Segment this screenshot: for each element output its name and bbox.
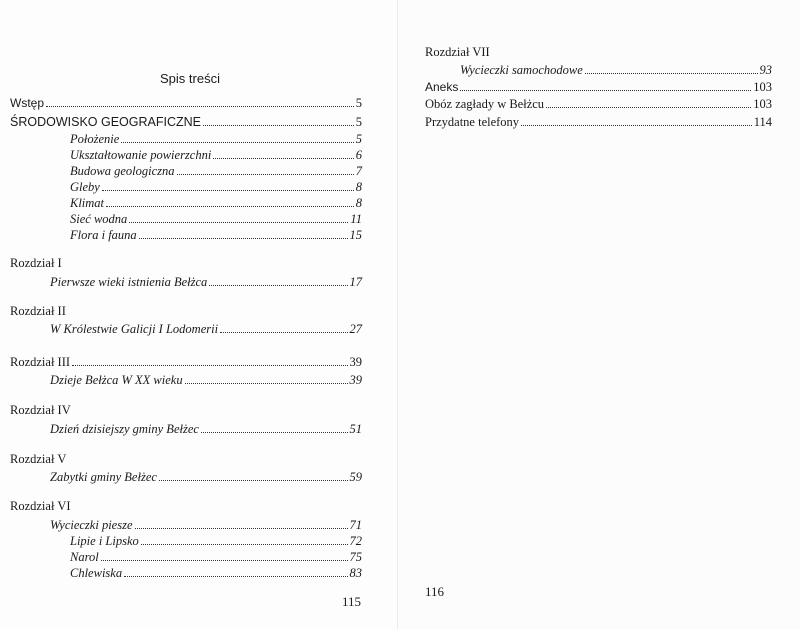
toc-entry-chapter-2[interactable] bbox=[50, 322, 362, 337]
toc-entry-label: Lipie i Lipsko bbox=[70, 534, 139, 548]
toc-entry-label: W Królestwie Galicji I Lodomerii bbox=[50, 322, 219, 336]
toc-entry-page: 6 bbox=[355, 148, 362, 162]
dot-leader bbox=[46, 106, 354, 107]
toc-entry-page: 8 bbox=[355, 196, 362, 210]
chapter-heading: Rozdział III bbox=[10, 355, 71, 369]
dot-leader bbox=[201, 432, 348, 433]
toc-entry-label: Klimat bbox=[70, 196, 105, 210]
dot-leader bbox=[213, 158, 353, 159]
dot-leader bbox=[141, 544, 348, 545]
dot-leader bbox=[203, 125, 354, 126]
toc-subentry[interactable] bbox=[70, 550, 362, 565]
toc-entry-label: Aneks bbox=[425, 80, 459, 94]
toc-subentry[interactable] bbox=[70, 180, 362, 195]
dot-leader bbox=[159, 480, 348, 481]
toc-entry-page: 5 bbox=[355, 115, 362, 129]
toc-entry-label: Narol bbox=[70, 550, 99, 564]
toc-entry-chapter-6[interactable] bbox=[50, 518, 362, 533]
toc-entry-label: Zabytki gminy Bełżec bbox=[50, 470, 157, 484]
toc-title: Spis treści bbox=[160, 71, 220, 86]
toc-entry-page: 59 bbox=[349, 470, 362, 484]
toc-entry-label: Pierwsze wieki istnienia Bełżca bbox=[50, 275, 208, 289]
toc-entry-page: 51 bbox=[349, 422, 362, 436]
dot-leader bbox=[209, 285, 347, 286]
toc-entry-page: 27 bbox=[349, 322, 362, 336]
toc-subentry[interactable] bbox=[70, 534, 362, 549]
toc-entry-chapter-7[interactable] bbox=[460, 63, 772, 78]
toc-entry-page: 83 bbox=[349, 566, 362, 580]
toc-entry-chapter-3[interactable] bbox=[50, 373, 362, 388]
toc-entry[interactable] bbox=[425, 97, 772, 112]
toc-entry-page: 17 bbox=[349, 275, 362, 289]
toc-entry-label: Przydatne telefony bbox=[425, 115, 520, 129]
dot-leader bbox=[220, 332, 347, 333]
dot-leader bbox=[124, 576, 347, 577]
toc-entry-label: Wycieczki piesze bbox=[50, 518, 133, 532]
dot-leader bbox=[101, 560, 348, 561]
toc-entry-page: 5 bbox=[355, 96, 362, 110]
toc-entry[interactable] bbox=[425, 115, 772, 130]
dot-leader bbox=[185, 383, 348, 384]
toc-entry-section[interactable] bbox=[10, 115, 362, 130]
toc-entry-page: 8 bbox=[355, 180, 362, 194]
page-number: 116 bbox=[425, 584, 445, 599]
toc-entry-page: 39 bbox=[349, 355, 362, 369]
toc-entry-label: Wstęp bbox=[10, 96, 45, 110]
dot-leader bbox=[521, 125, 752, 126]
toc-subentry[interactable] bbox=[70, 566, 362, 581]
dot-leader bbox=[585, 73, 758, 74]
dot-leader bbox=[102, 190, 354, 191]
left-page bbox=[0, 0, 398, 629]
toc-entry-page: 7 bbox=[355, 164, 362, 178]
toc-entry-label: Budowa geologiczna bbox=[70, 164, 175, 178]
toc-entry-label: Wycieczki samochodowe bbox=[460, 63, 583, 77]
toc-entry-page: 103 bbox=[753, 97, 772, 111]
chapter-heading: Rozdział II bbox=[10, 304, 66, 318]
toc-entry-label: Chlewiska bbox=[70, 566, 123, 580]
toc-subentry[interactable] bbox=[70, 148, 362, 163]
toc-entry-page: 75 bbox=[349, 550, 362, 564]
toc-entry-label: Obóz zagłady w Bełżcu bbox=[425, 97, 545, 111]
toc-entry-page: 39 bbox=[349, 373, 362, 387]
toc-entry-label: Gleby bbox=[70, 180, 100, 194]
toc-entry-page: 11 bbox=[350, 212, 362, 226]
toc-subentry[interactable] bbox=[70, 132, 362, 147]
toc-entry-label: Dzieje Bełżca W XX wieku bbox=[50, 373, 183, 387]
toc-entry-label: Sieć wodna bbox=[70, 212, 128, 226]
chapter-heading: Rozdział VI bbox=[10, 499, 71, 513]
toc-entry-page: 72 bbox=[349, 534, 362, 548]
chapter-heading: Rozdział I bbox=[10, 256, 62, 270]
toc-entry-page: 114 bbox=[753, 115, 772, 129]
toc-entry-intro[interactable] bbox=[10, 96, 362, 111]
toc-subentry[interactable] bbox=[70, 228, 362, 243]
page-number: 115 bbox=[342, 594, 362, 609]
chapter-heading: Rozdział VII bbox=[425, 45, 490, 59]
dot-leader bbox=[129, 222, 348, 223]
toc-entry-chapter-5[interactable] bbox=[50, 470, 362, 485]
toc-entry-chapter-4[interactable] bbox=[50, 422, 362, 437]
right-page bbox=[398, 0, 800, 629]
toc-subentry[interactable] bbox=[70, 196, 362, 211]
dot-leader bbox=[460, 90, 751, 91]
toc-entry-page: 103 bbox=[753, 80, 772, 94]
chapter-heading: Rozdział V bbox=[10, 452, 67, 466]
dot-leader bbox=[106, 206, 354, 207]
toc-entry-label: Położenie bbox=[70, 132, 120, 146]
chapter-heading-row[interactable] bbox=[10, 355, 362, 370]
toc-entry-chapter-1[interactable] bbox=[50, 275, 362, 290]
toc-entry-page: 5 bbox=[355, 132, 362, 146]
toc-entry-label: Ukształtowanie powierzchni bbox=[70, 148, 212, 162]
toc-entry[interactable] bbox=[425, 80, 772, 95]
toc-subentry[interactable] bbox=[70, 164, 362, 179]
toc-entry-label: Dzień dzisiejszy gminy Bełżec bbox=[50, 422, 199, 436]
toc-entry-page: 71 bbox=[349, 518, 362, 532]
dot-leader bbox=[135, 528, 348, 529]
toc-entry-label: Flora i fauna bbox=[70, 228, 137, 242]
dot-leader bbox=[177, 174, 354, 175]
dot-leader bbox=[121, 142, 353, 143]
dot-leader bbox=[72, 365, 347, 366]
toc-entry-page: 15 bbox=[349, 228, 362, 242]
toc-subentry[interactable] bbox=[70, 212, 362, 227]
dot-leader bbox=[546, 107, 751, 108]
dot-leader bbox=[139, 238, 348, 239]
chapter-heading: Rozdział IV bbox=[10, 403, 71, 417]
toc-entry-page: 93 bbox=[759, 63, 772, 77]
toc-entry-label: ŚRODOWISKO GEOGRAFICZNE bbox=[10, 115, 201, 129]
